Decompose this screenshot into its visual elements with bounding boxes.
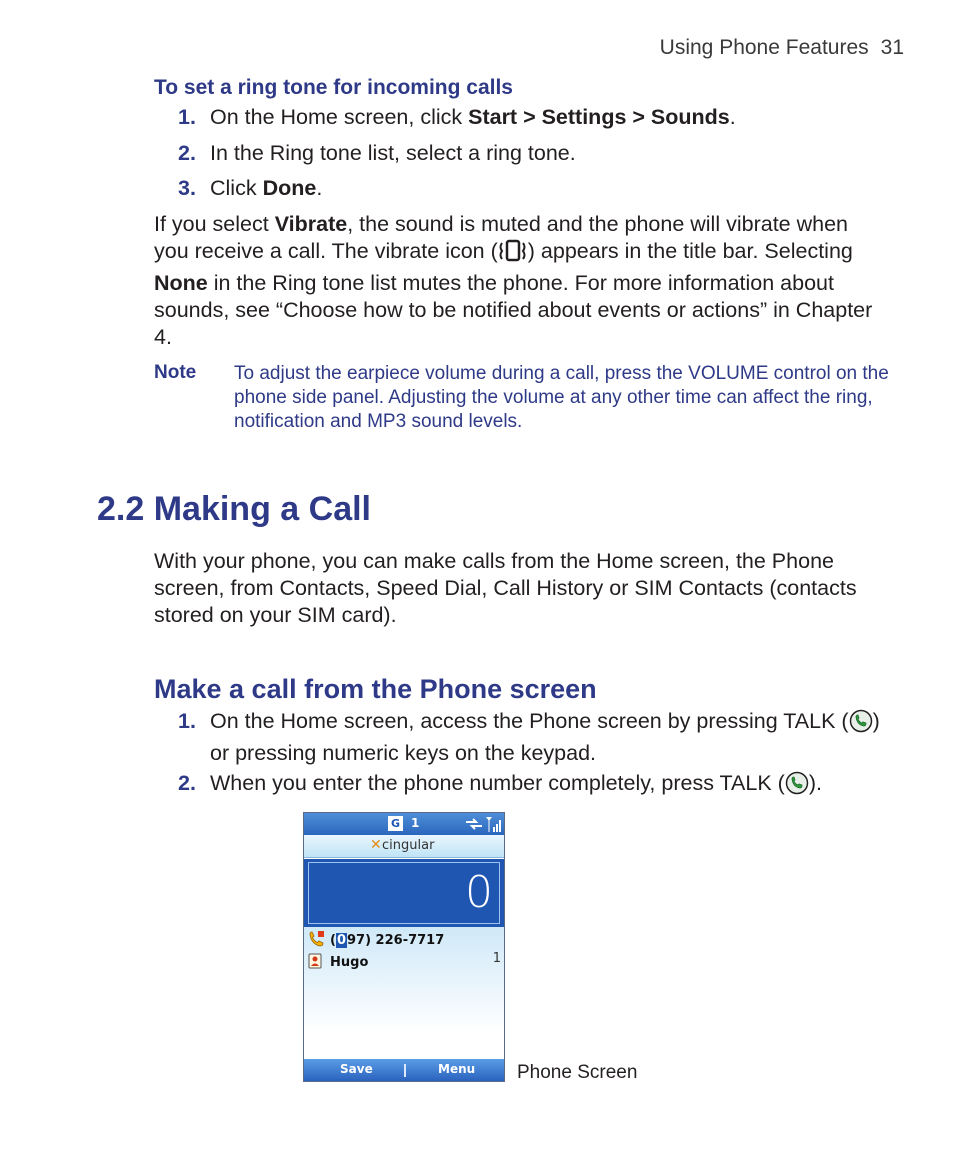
figure-caption: Phone Screen bbox=[517, 1062, 638, 1083]
step-text-end: ). bbox=[808, 771, 822, 795]
connection-icon bbox=[464, 816, 484, 836]
list-item-recent-call[interactable] bbox=[308, 931, 444, 948]
step-text bbox=[210, 708, 890, 767]
step-text bbox=[210, 175, 890, 202]
recent-call-icon bbox=[308, 931, 322, 947]
call-step-1 bbox=[178, 708, 878, 764]
step-number: 1. bbox=[178, 105, 196, 129]
step-number: 2. bbox=[178, 771, 196, 795]
step-text-plain: On the Home screen, click bbox=[210, 105, 469, 129]
section-intro: With your phone, you can make calls from the Home screen, the Phone screen, from Contacts, Speed Dial, Call History or SIM Contacts (contacts stored on your SIM card). bbox=[154, 549, 857, 627]
matched-digit: 0 bbox=[336, 933, 346, 948]
para-text: in the Ring tone list mutes the phone. For more information about sounds, see “Choose how to be notified about events or actions” in Chapter 4. bbox=[154, 271, 873, 349]
line-indicator: 1 bbox=[411, 816, 420, 830]
phone-title-bar bbox=[304, 813, 504, 835]
dialed-digit: 0 bbox=[465, 867, 493, 918]
page-number: 31 bbox=[880, 36, 904, 59]
carrier-logo-icon: ✕ bbox=[370, 837, 382, 853]
step-text bbox=[210, 770, 890, 802]
gprs-letter: G bbox=[390, 817, 401, 830]
procedure-step-2 bbox=[178, 140, 878, 167]
para-text: , the sound is muted and the phone will vibrate when you receive a call. The vibrate icon ( bbox=[154, 212, 848, 263]
call-step-2 bbox=[178, 770, 878, 797]
contact-name: Hugo bbox=[330, 955, 369, 970]
step-number: 2. bbox=[178, 141, 196, 165]
note-label: Note bbox=[154, 362, 197, 383]
contact-card-icon bbox=[308, 953, 322, 969]
dial-box bbox=[304, 859, 504, 927]
phone-number: 97) 226-7717 bbox=[347, 933, 445, 948]
procedure-step-3 bbox=[178, 175, 878, 202]
dial-field[interactable] bbox=[308, 862, 500, 924]
procedure-step-1 bbox=[178, 104, 878, 131]
note-text: To adjust the earpiece volume during a call, press the VOLUME control on the phone side panel. Adjusting the volume at any other time can affect the ring, notification and MP3 sound levels. bbox=[234, 363, 889, 432]
talk-key-icon bbox=[849, 709, 873, 740]
subsection-title: Make a call from the Phone screen bbox=[154, 674, 597, 704]
step-text-plain: Click bbox=[210, 176, 263, 200]
step-text-plain: On the Home screen, access the Phone screen by pressing TALK ( bbox=[210, 709, 849, 733]
list-item-contact[interactable] bbox=[308, 953, 368, 970]
step-text-end: ) or pressing numeric keys on the keypad. bbox=[210, 709, 880, 765]
number-prefix: ( bbox=[330, 933, 336, 948]
softkey-menu[interactable]: Menu bbox=[438, 1062, 476, 1076]
para-bold-none: None bbox=[154, 271, 208, 295]
vibrate-paragraph bbox=[154, 211, 884, 351]
vibrate-icon bbox=[498, 239, 528, 270]
para-bold-vibrate: Vibrate bbox=[274, 212, 348, 236]
running-head-title: Using Phone Features bbox=[659, 36, 869, 59]
softkey-divider bbox=[404, 1064, 406, 1077]
softkey-bar bbox=[304, 1059, 504, 1081]
carrier-bar bbox=[304, 835, 504, 858]
step-number: 3. bbox=[178, 176, 196, 200]
step-number: 1. bbox=[178, 709, 196, 733]
carrier-name: cingular bbox=[382, 838, 435, 853]
signal-icon bbox=[485, 815, 501, 837]
para-text: ) appears in the title bar. Selecting bbox=[527, 239, 853, 263]
step-text bbox=[210, 104, 890, 131]
step-text-end: . bbox=[729, 105, 736, 129]
step-text-plain: When you enter the phone number completely, press TALK ( bbox=[210, 771, 785, 795]
running-head bbox=[660, 36, 904, 60]
procedure-title: To set a ring tone for incoming calls bbox=[154, 76, 513, 99]
contact-count: 1 bbox=[492, 951, 501, 966]
smart-dial-list bbox=[304, 927, 504, 1059]
step-text-end: . bbox=[316, 176, 323, 200]
talk-key-icon bbox=[785, 771, 809, 802]
softkey-save[interactable]: Save bbox=[340, 1062, 373, 1076]
section-title: 2.2 Making a Call bbox=[97, 490, 371, 528]
step-text: In the Ring tone list, select a ring tone. bbox=[210, 141, 576, 165]
phone-screen-illustration bbox=[303, 812, 505, 1082]
gprs-icon bbox=[388, 816, 403, 831]
para-text: If you select bbox=[154, 212, 275, 236]
step-text-bold: Done bbox=[262, 176, 317, 200]
step-text-bold: Start > Settings > Sounds bbox=[468, 105, 730, 129]
